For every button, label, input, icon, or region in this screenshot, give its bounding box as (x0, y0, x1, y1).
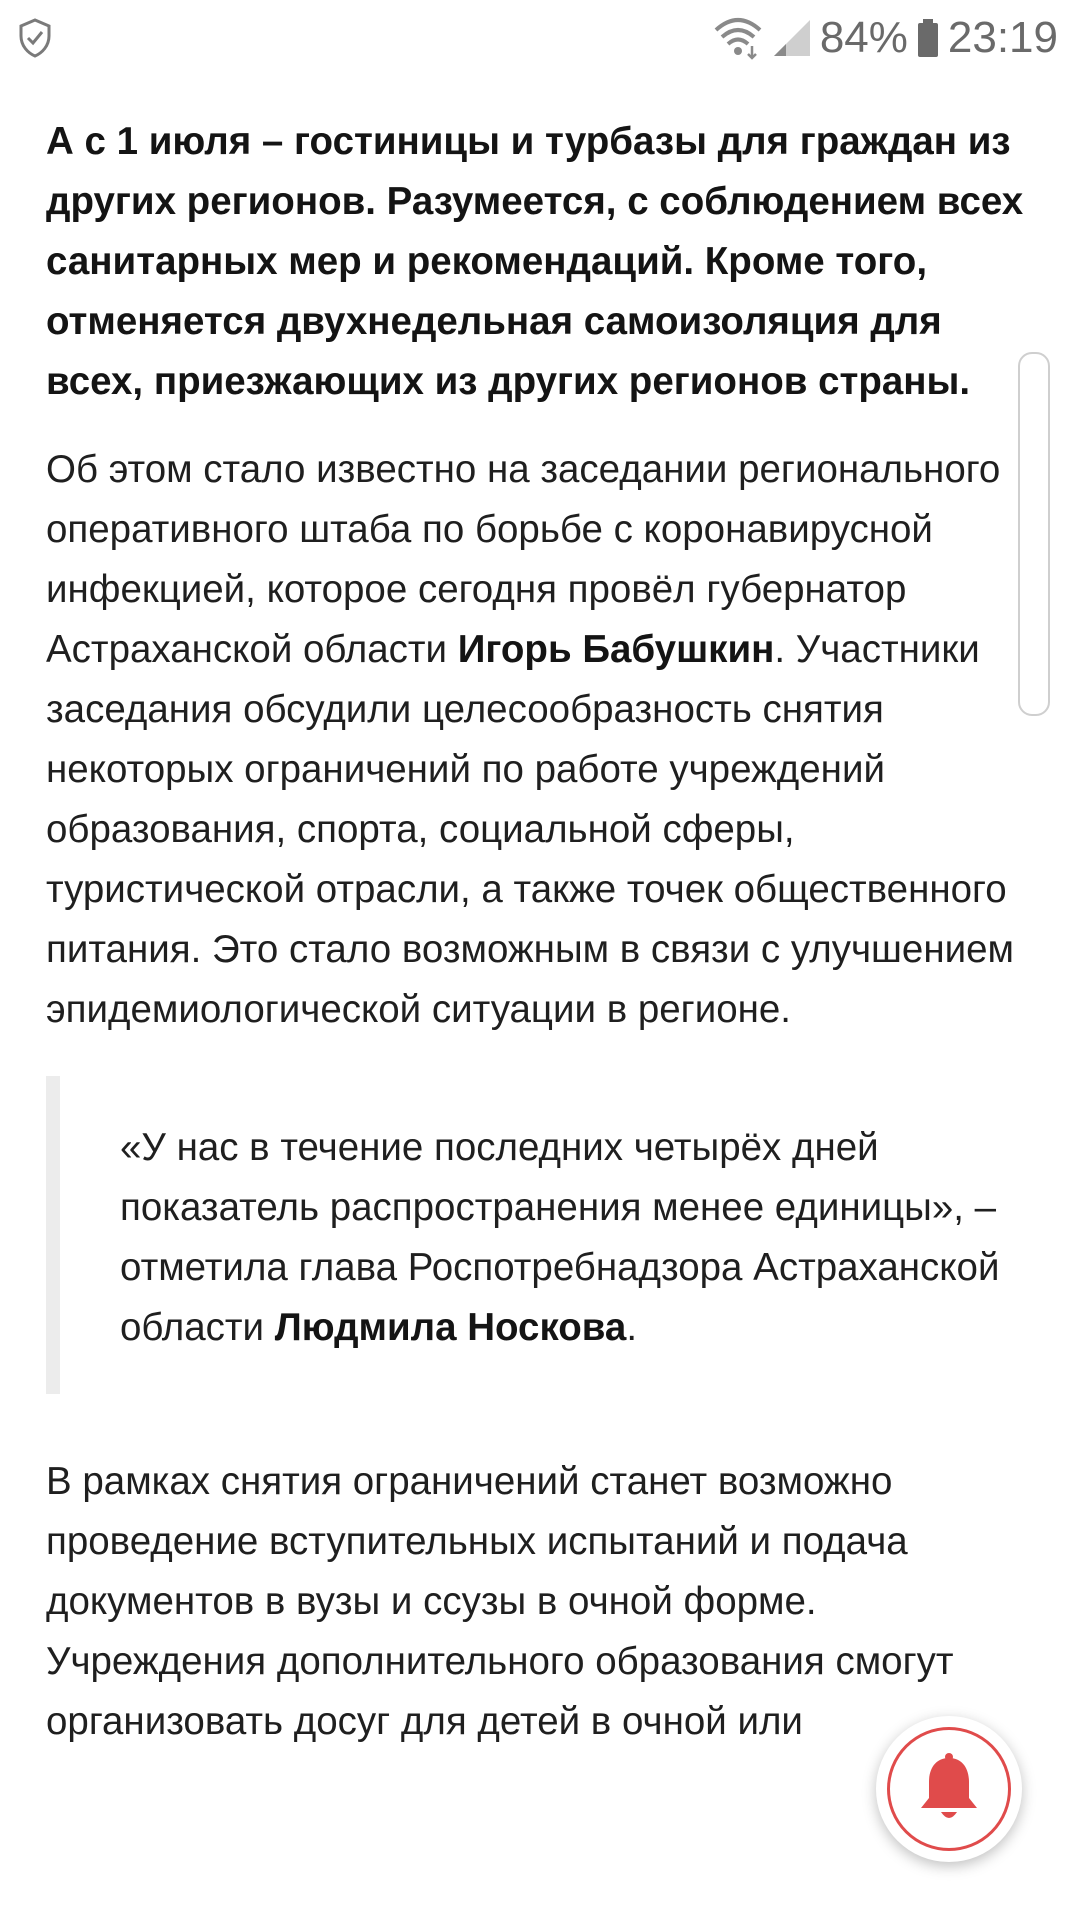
clock-time: 23:19 (947, 13, 1058, 62)
status-icons (712, 12, 1058, 64)
person-name-governor: Игорь Бабушкин (457, 628, 775, 671)
article-body (46, 112, 1036, 1752)
battery-percent: 84% (819, 13, 908, 62)
quote-end: . (626, 1306, 638, 1349)
signal-icon (772, 18, 812, 58)
shield-check-icon (18, 18, 52, 58)
bell-icon (914, 1752, 984, 1826)
paragraph-text: . Участники заседания обсудили целесообразность снятия некоторых ограничений по работе учреждений образования, спорта, социальной сферы, туристической отрасли, а также точек общественного питания. Это стало возможным в связи с улучшением эпидемиологической ситуации в регионе. (46, 628, 1014, 1031)
quote-text: «У нас в течение последних четырёх дней показатель распространения менее единицы», – отметила глава Роспотребнадзора Астраханской области (120, 1126, 1000, 1349)
notification-button-ring (887, 1727, 1011, 1851)
paragraph-text: Об этом стало известно на заседании регионального оперативного штаба по борьбе с коронавирусной инфекцией, которое сегодня провёл губернатор Астраханской области (46, 448, 1001, 671)
article-paragraph-1 (46, 440, 1036, 1040)
battery-icon (916, 18, 940, 58)
scroll-handle[interactable] (1018, 352, 1050, 716)
status-bar (0, 0, 1080, 76)
article-lead: А с 1 июля – гостиницы и турбазы для граждан из других регионов. Разумеется, с соблюдением всех санитарных мер и рекомендаций. Кроме того, отменяется двухнедельная самоизоляция для всех, приезжающих из других регионов страны. (46, 120, 1024, 403)
wifi-icon (712, 16, 764, 60)
article-paragraph-2: В рамках снятия ограничений станет возможно проведение вступительных испытаний и подача документов в вузы и ссузы в очной форме. Учреждения дополнительного образования смогут организовать досуг для детей в очной или (46, 1460, 954, 1743)
person-name-quoted: Людмила Носкова (274, 1306, 627, 1349)
blockquote (46, 1076, 1036, 1394)
notification-subscribe-button[interactable] (876, 1716, 1022, 1862)
quote-bar (46, 1076, 60, 1394)
